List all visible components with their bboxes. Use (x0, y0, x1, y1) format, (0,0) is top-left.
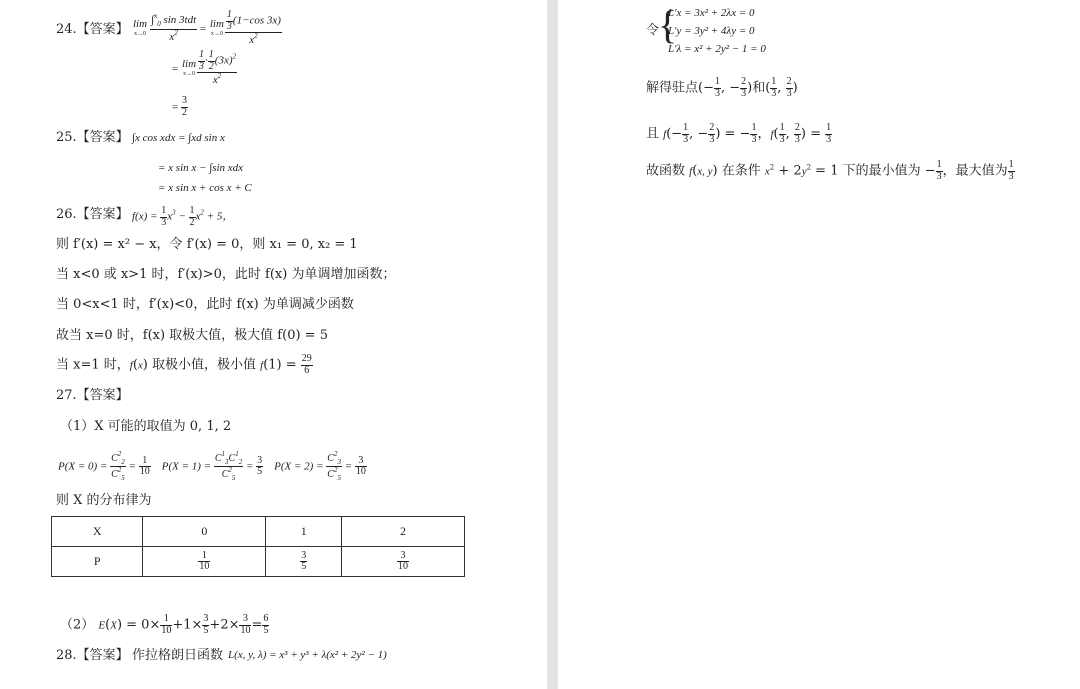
system-brace: { (658, 2, 678, 47)
q26-decreasing: 当 0<x<1 时，f′(x)<0，此时 f(x) 为单调减少函数 (56, 297, 354, 312)
table-cell: 2 (342, 517, 465, 547)
q24-line1: lim x→0 $\frac{\int^x_0 \sin 3tdt}{x^2}$ = lim x→0 $\frac{1}{3}$ (1−cos 3x) $x^2$ (133, 9, 281, 46)
q26-derivative: 则 f′(x) = x² − x，令 f′(x) = 0，则 x₁ = 0, x₂ = 1 (56, 237, 358, 252)
q28-values: 且 f(− $\frac{1}{3}$ , − $\frac{2}{3}$ ) = − $\frac{1}{3}$ ，f( $\frac{1}{3}$ , $\frac{2}{3}$ ) = $\frac{1}{3}$ (646, 122, 832, 145)
q28-system-2: L′y = 3y² + 4λy = 0 (668, 25, 755, 37)
q28-system-3: L′λ = x² + 2y² − 1 = 0 (668, 43, 766, 55)
table-cell: X (52, 517, 143, 547)
q26-minimum: 当 x=1 时，f(x) 取极小值，极小值 f(1) = $\frac{29}{6}$ (56, 353, 312, 376)
q24-line2: = lim x→0 $\frac{1}{3}$ · $\frac{1}{2}$ $(3x)^2$ $x^2$ (172, 49, 236, 86)
q27-part2: （2） E(X) = 0× $\frac{1}{10}$ +1× $\frac{3}{5}$ +2× $\frac{3}{10}$ = $\frac{6}{5}$ (60, 613, 269, 636)
q28-lagrange: L(x, y, λ) = x³ + y³ + λ(x² + 2y² − 1) (228, 649, 387, 661)
table-cell: P (52, 547, 143, 577)
q26-maximum: 故当 x=0 时，f(x) 取极大值，极大值 f(0) = 5 (56, 328, 328, 343)
q25-line1: ∫x cos xdx = ∫xd sin x (132, 132, 225, 144)
q25-line3: = x sin x + cos x + C (158, 182, 252, 194)
q26-func: f(x) = $\frac{1}{3}$ $x^3$ − $\frac{1}{2}$ $x^2 + 5$， (132, 205, 234, 228)
q27-label: 27.【答案】 (56, 388, 129, 403)
q27-part1: （1）X 可能的取值为 0, 1, 2 (60, 419, 232, 434)
q24-line3: = $\frac{3}{2}$ (172, 95, 187, 118)
q25-line2: = x sin x − ∫sin xdx (158, 162, 244, 174)
q27-probabilities: P(X = 0) = $\frac{C^2_2}{C^2_5}$ = $\frac{1}{10}$ P(X = 1) = $\frac{C^1_3C^1_2}{C^2_5}$ = $\frac{3}{5}$ P(X = 2) = $\frac{C^2_3}{C^2_5}$ = $\frac{3}{10}$ (58, 450, 366, 483)
table-cell: $\frac{1}{10}$ (143, 547, 266, 577)
table-row (52, 517, 465, 547)
q26-label: 26.【答案】 (56, 207, 129, 222)
q28-conclusion: 故函数 f(x, y) 在条件 $x^2 + 2y^2 = 1$ 下的最小值为 − $\frac{1}{3}$ ，最大值为 $\frac{1}{3}$ (646, 159, 1014, 182)
q24-label: 24.【答案】 (56, 22, 129, 37)
q26-increasing: 当 x<0 或 x>1 时，f′(x)>0，此时 f(x) 为单调增加函数； (56, 267, 396, 282)
q28-let: 令 (646, 23, 660, 38)
table-cell: 1 (266, 517, 342, 547)
table-cell: $\frac{3}{5}$ (266, 547, 342, 577)
q25-label: 25.【答案】 (56, 130, 129, 145)
table-cell: 0 (143, 517, 266, 547)
page-gap (547, 0, 558, 689)
table-cell: $\frac{3}{10}$ (342, 547, 465, 577)
q27-dist-title: 则 X 的分布律为 (56, 493, 152, 508)
q28-stationary: 解得驻点(− $\frac{1}{3}$ , − $\frac{2}{3}$ )和( $\frac{1}{3}$ , $\frac{2}{3}$ ) (646, 76, 798, 99)
q28-label: 28.【答案】 (56, 648, 129, 663)
table-row (52, 547, 465, 577)
q28-text: 作拉格朗日函数 (132, 648, 224, 663)
q28-system-1: L′x = 3x² + 2λx = 0 (668, 7, 755, 19)
distribution-table (51, 516, 465, 577)
